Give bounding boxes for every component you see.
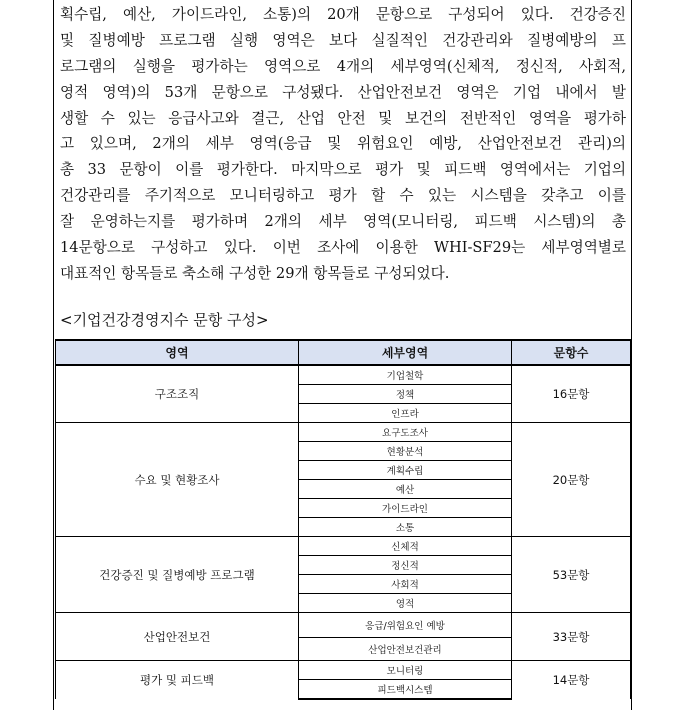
paragraph-line: 14문항으로 구성하고 있다. 이번 조사에 이용한 WHI-SF29는 세부영역별로 xyxy=(60,239,626,257)
subarea-cell: 피드백시스템 xyxy=(299,680,512,700)
table-header-row xyxy=(56,340,631,365)
subarea-cell: 정책 xyxy=(299,385,512,404)
subarea-cell: 정신적 xyxy=(299,556,512,575)
area-cell: 평가 및 피드백 xyxy=(56,661,299,700)
body-paragraph xyxy=(60,2,626,287)
area-cell: 산업안전보건 xyxy=(56,613,299,661)
subarea-cell: 인프라 xyxy=(299,404,512,423)
area-cell: 구조조직 xyxy=(56,365,299,423)
paragraph-line: 영적 영역)의 53개 문항으로 구성됐다. 산업안전보건 영역은 기업 내에서 발 xyxy=(60,83,626,101)
header-subarea: 세부영역 xyxy=(299,340,512,365)
page-border-right xyxy=(631,0,632,710)
count-cell: 14문항 xyxy=(512,661,631,700)
area-cell: 수요 및 현황조사 xyxy=(56,423,299,537)
count-cell: 20문항 xyxy=(512,423,631,537)
subarea-cell: 계획수립 xyxy=(299,461,512,480)
count-cell: 53문항 xyxy=(512,537,631,613)
subarea-cell: 예산 xyxy=(299,480,512,499)
subarea-cell: 모니터링 xyxy=(299,661,512,680)
paragraph-line: 및 질병예방 프로그램 실행 영역은 보다 실질적인 건강관리와 질병예방의 프 xyxy=(60,31,626,49)
subarea-cell: 신체적 xyxy=(299,537,512,556)
paragraph-line: 건강관리를 주기적으로 모니터링하고 평가 할 수 있는 시스템을 갖추고 이를 xyxy=(60,187,626,205)
subarea-cell: 요구도조사 xyxy=(299,423,512,442)
count-cell: 33문항 xyxy=(512,613,631,661)
paragraph-line: 잘 운영하는지를 평가하며 2개의 세부 영역(모니터링, 피드백 시스템)의 총 xyxy=(60,213,626,231)
table-row xyxy=(56,613,631,638)
header-count: 문항수 xyxy=(512,340,631,365)
page-border-left xyxy=(53,0,54,710)
table-row xyxy=(56,661,631,680)
table-caption: <기업건강경영지수 문항 구성> xyxy=(60,311,269,329)
header-area: 영역 xyxy=(56,340,299,365)
item-composition-table xyxy=(55,339,631,700)
subarea-cell: 응급/위험요인 예방 xyxy=(299,613,512,638)
table-row xyxy=(56,537,631,556)
paragraph-line: 생할 수 있는 응급사고와 결근, 산업 안전 및 보건의 전반적인 영역을 평가하 xyxy=(60,109,626,127)
subarea-cell: 가이드라인 xyxy=(299,499,512,518)
paragraph-line: 획수립, 예산, 가이드라인, 소통)의 20개 문항으로 구성되어 있다. 건강증진 xyxy=(60,6,626,23)
count-cell: 16문항 xyxy=(512,365,631,423)
subarea-cell: 영적 xyxy=(299,594,512,613)
paragraph-line: 고 있으며, 2개의 세부 영역(응급 및 위험요인 예방, 산업안전보건 관리)의 xyxy=(60,135,626,153)
area-cell: 건강증진 및 질병예방 프로그램 xyxy=(56,537,299,613)
paragraph-line: 대표적인 항목들로 축소해 구성한 29개 항목들로 구성되었다. xyxy=(60,264,450,282)
subarea-cell: 현황분석 xyxy=(299,442,512,461)
paragraph-line: 로그램의 실행을 평가하는 영역으로 4개의 세부영역(신체적, 정신적, 사회적, xyxy=(60,57,626,75)
subarea-cell: 소통 xyxy=(299,518,512,537)
subarea-cell: 기업철학 xyxy=(299,365,512,385)
subarea-cell: 산업안전보건관리 xyxy=(299,638,512,661)
table-row xyxy=(56,365,631,385)
table-row xyxy=(56,423,631,442)
paragraph-line: 총 33 문항이 이를 평가한다. 마지막으로 평가 및 피드백 영역에서는 기업의 xyxy=(60,161,626,179)
subarea-cell: 사회적 xyxy=(299,575,512,594)
